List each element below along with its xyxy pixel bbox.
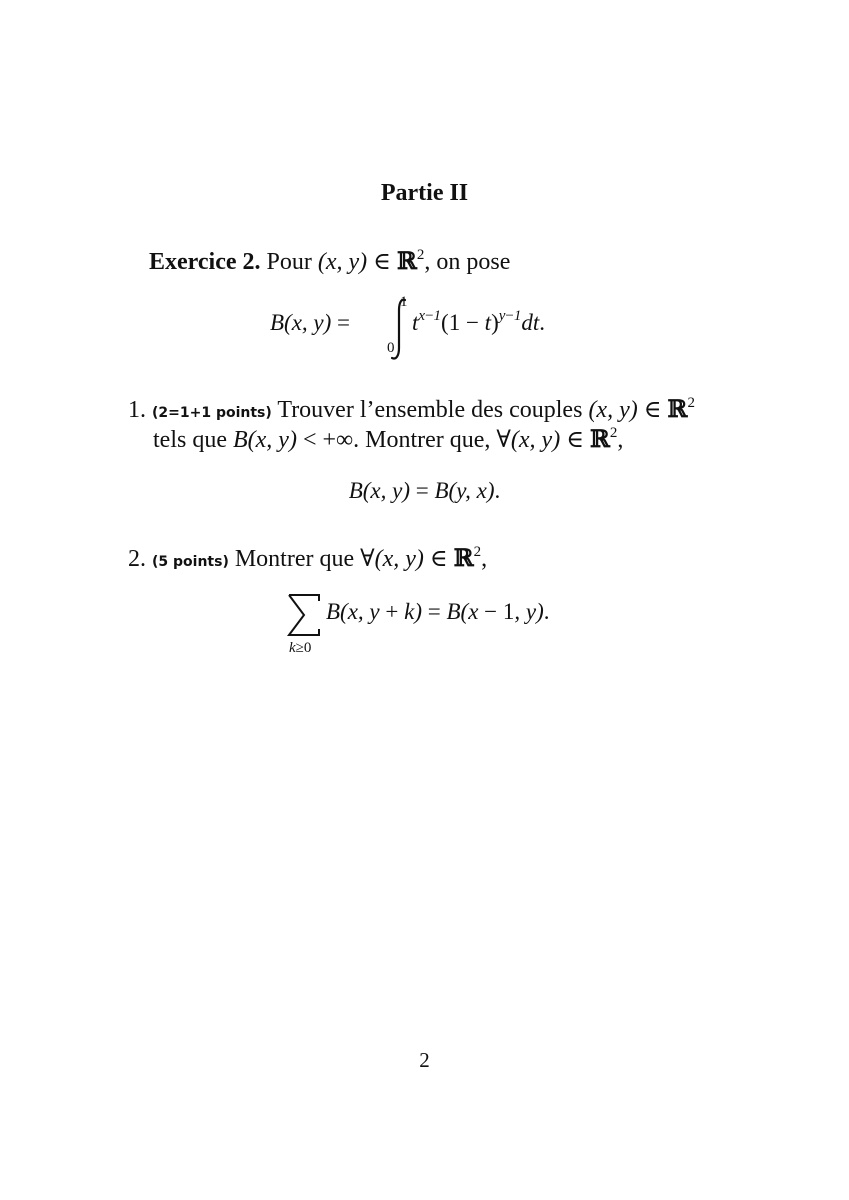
question-2-points: (5 points) [152,554,229,570]
question-1-number: 1. [128,397,146,423]
section-title: Partie II [380,180,469,206]
question-2-text: Montrer que [234,546,355,572]
exercise-label: Exercice 2. [149,249,261,275]
exercise-intro-tail: , on pose [424,249,511,275]
question-2-text-b: , [481,546,488,572]
question-1-exponent-c: 2 [609,425,618,441]
question-2-exponent: 2 [473,544,482,560]
question-1-exponent: 2 [687,395,695,411]
sum-expression: B(x, y + k) = B(x − 1, y). [326,599,550,624]
sum-index: k≥0 [289,640,312,656]
exercise-intro-text: Pour [266,249,312,275]
question-1-points: (2=1+1 points) [152,405,272,421]
question-1-text-b: tels que [153,427,227,453]
question-1-continued [153,424,623,454]
sigma-sign [286,592,322,638]
beta-lhs: B(x, y) = [270,310,351,335]
symmetry-equation: B(x, y) = B(y, x). [348,478,501,503]
beta-integrand: $t^{x-1}(1 - t)^{y-1}dt$. [412,308,546,335]
question-1-text-d: , [617,427,624,453]
page-number: 2 [419,1048,430,1072]
beta-definition-equation [270,296,600,364]
question-2-number: 2. [128,546,146,572]
exercise-domain-exponent: 2 [416,247,425,263]
question-1-condition: B(x, y) < +∞ [232,427,354,453]
question-1-math: (x, y) ∈ ℝ [588,394,688,423]
exercise-intro [149,246,510,276]
sum-equation [286,592,616,662]
integral-upper-bound: 1 [400,294,408,310]
question-1-forall: ∀(x, y) ∈ ℝ [496,424,610,453]
question-2 [128,543,487,573]
question-2-forall: ∀(x, y) ∈ ℝ [360,543,474,572]
question-1-text: Trouver l’ensemble des couples [277,397,583,423]
integral-lower-bound: 0 [387,340,395,356]
exercise-domain-math: (x, y) ∈ ℝ [317,246,417,275]
question-1-text-c: . Montrer que, [353,427,491,453]
question-1 [128,394,695,424]
